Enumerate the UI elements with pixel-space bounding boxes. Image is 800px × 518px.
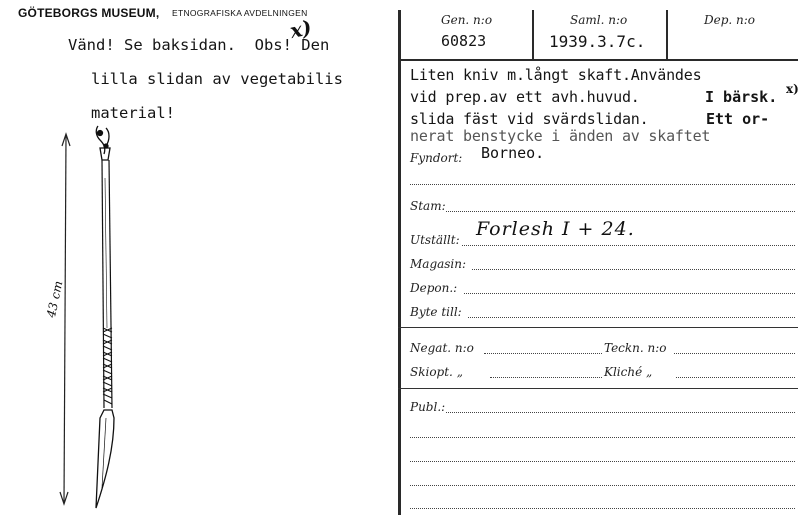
kliche-line: [676, 377, 795, 378]
museum-name: GÖTEBORGS MUSEUM,: [18, 6, 160, 20]
byte-line: [468, 317, 795, 318]
measurement-arrow: [60, 134, 70, 504]
description-line-3: slida fäst vid svärdslidan.: [410, 110, 649, 128]
fyndort-label: Fyndort:: [410, 151, 463, 165]
depon-label: Depon.:: [410, 281, 458, 295]
column-divider-1: [532, 10, 534, 59]
magasin-label: Magasin:: [410, 257, 467, 271]
skiopt-label: Skiopt. „: [410, 365, 463, 379]
header-rule: [398, 59, 798, 61]
skiopt-line: [490, 377, 602, 378]
department-name: ETNOGRAFISKA AVDELNINGEN: [172, 8, 308, 18]
section-rule: [398, 327, 798, 328]
stam-label: Stam:: [410, 199, 446, 213]
teckn-label: Teckn. n:o: [604, 341, 667, 355]
publ-line-5: [410, 508, 795, 509]
description-insert-1: I bärsk.: [705, 88, 778, 106]
magasin-line: [472, 269, 795, 270]
utstallt-line: [462, 245, 795, 246]
publ-line-1: [446, 412, 795, 413]
publ-line-2: [410, 437, 795, 438]
gen-value: 60823: [441, 32, 487, 50]
negat-line: [484, 353, 602, 354]
depon-line: [464, 293, 795, 294]
size-label: 43 cm: [44, 279, 66, 319]
saml-value: 1939.3.7c.: [549, 32, 646, 51]
description-line-4: nerat benstycke i änden av skaftet: [410, 127, 711, 145]
publ-label: Publ.:: [410, 400, 446, 414]
fyndort-value: Borneo.: [481, 144, 545, 162]
handwritten-mark: x): [287, 15, 314, 43]
knife-blade: [96, 410, 114, 508]
dep-label: Dep. n:o: [704, 13, 756, 27]
fyndort-extra-line: [410, 184, 795, 185]
column-divider-2: [666, 10, 668, 59]
publ-line-3: [410, 461, 795, 462]
card-divider: [398, 10, 401, 515]
description-insert-2: Ett or-: [706, 110, 770, 128]
description-line-2: vid prep.av ett avh.huvud.: [410, 88, 640, 106]
byte-label: Byte till:: [410, 305, 462, 319]
teckn-line: [674, 353, 795, 354]
publ-line-4: [410, 485, 795, 486]
saml-label: Saml. n:o: [570, 13, 628, 27]
kliche-label: Kliché „: [604, 365, 653, 379]
gen-label: Gen. n:o: [441, 13, 493, 27]
knife-handle: [102, 160, 112, 408]
description-line-1: Liten kniv m.långt skaft.Användes: [410, 66, 702, 84]
negat-label: Negat. n:o: [410, 341, 474, 355]
utstallt-label: Utställt:: [410, 233, 460, 247]
description-asterisk: x): [786, 82, 799, 96]
utstallt-value: Forlesh I + 24.: [476, 218, 635, 240]
knife-ornament: [96, 126, 110, 160]
note-line-3: material!: [91, 104, 175, 122]
section-rule-2: [398, 388, 798, 389]
note-line-1: Vänd! Se baksidan. Obs! Den: [68, 36, 330, 54]
note-line-2: lilla slidan av vegetabilis: [91, 70, 343, 88]
stam-line: [446, 211, 795, 212]
